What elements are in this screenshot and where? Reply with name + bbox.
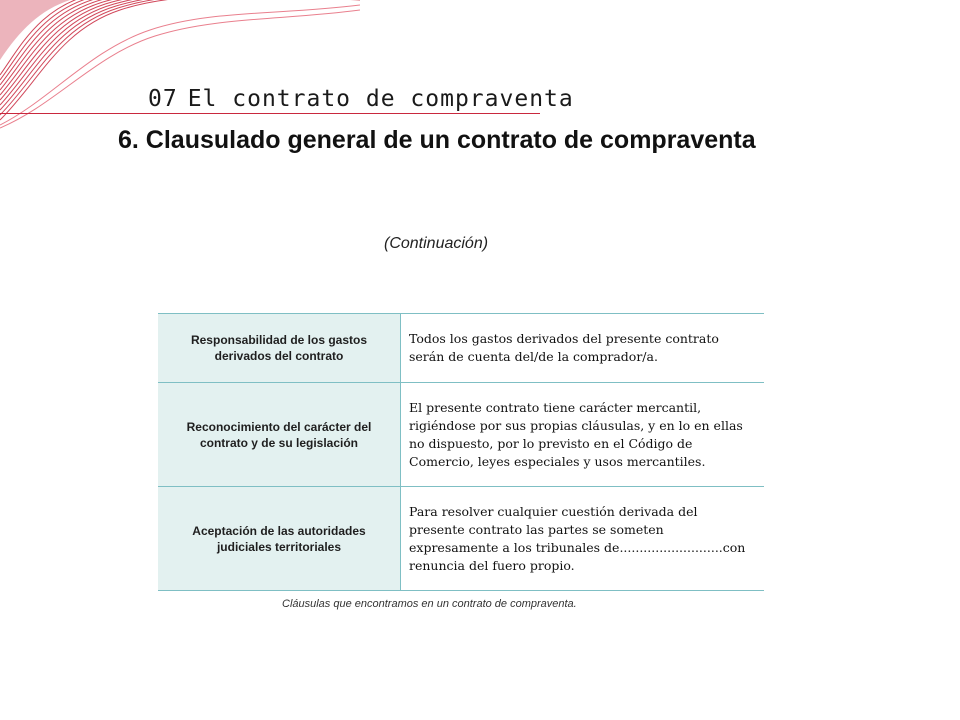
- chapter-divider: [0, 113, 540, 114]
- clause-text: Para resolver cualquier cuestión derivada del presente contrato las partes se someten expresamente a los tribunales de..........................con renuncia del fuero propio.: [401, 487, 765, 591]
- table-row: [158, 314, 764, 383]
- clause-label: Aceptación de las autoridades judiciales territoriales: [158, 487, 401, 591]
- continuation-label: (Continuación): [384, 235, 489, 252]
- clauses-table: [158, 313, 764, 591]
- table-caption: Cláusulas que encontramos en un contrato de compraventa.: [282, 598, 577, 610]
- table-row: [158, 487, 764, 591]
- chapter-title: El contrato de compraventa: [187, 86, 574, 112]
- clause-label: Responsabilidad de los gastos derivados del contrato: [158, 314, 401, 383]
- clause-text: El presente contrato tiene carácter mercantil, rigiéndose por sus propias cláusulas, y en lo en ellas no dispuesto, por lo previsto en el Código de Comercio, leyes especiales y usos mercantiles.: [401, 383, 765, 487]
- chapter-heading: [148, 86, 574, 112]
- table-row: [158, 383, 764, 487]
- clause-label: Reconocimiento del carácter del contrato y de su legislación: [158, 383, 401, 487]
- section-title: 6. Clausulado general de un contrato de compraventa: [118, 126, 756, 154]
- clause-text: Todos los gastos derivados del presente contrato serán de cuenta del/de la comprador/a.: [401, 314, 765, 383]
- chapter-number: 07: [148, 86, 178, 112]
